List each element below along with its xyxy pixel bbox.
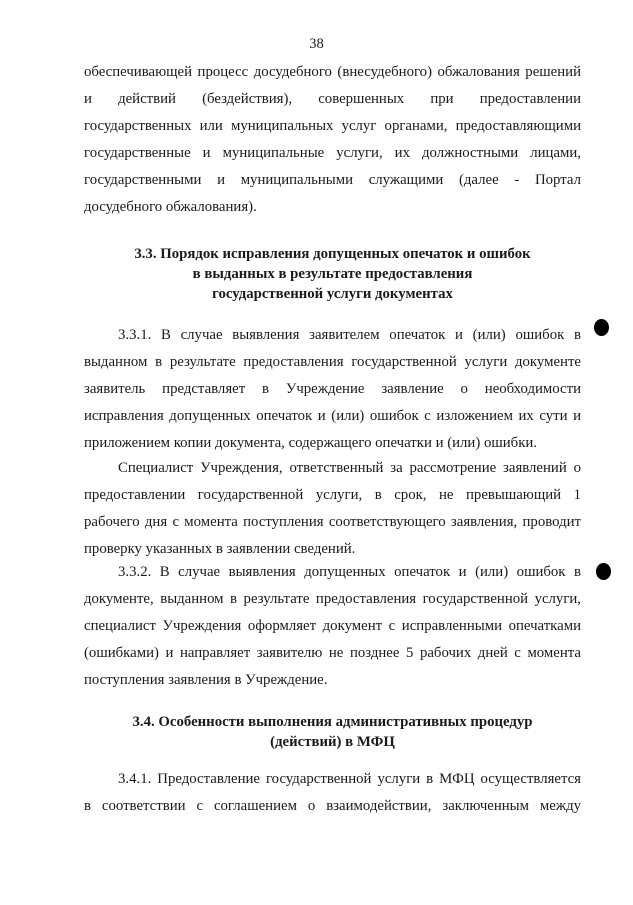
- text-line: исправления допущенных опечаток и (или) ошибок с изложением их сути и: [84, 408, 581, 424]
- heading-line: государственной услуги документах: [212, 286, 453, 302]
- text-line: в соответствии с соглашением о взаимодействии, заключенным между: [84, 798, 581, 814]
- heading-line: в выданных в результате предоставления: [192, 266, 473, 282]
- text-line: предоставлении государственной услуги, в срок, не превышающий 1: [84, 487, 581, 503]
- text-line: и действий (бездействия), совершенных при предоставлении: [84, 91, 581, 107]
- section-heading-3-3: [84, 244, 581, 304]
- punch-hole-mark: [596, 563, 611, 580]
- text-line: 3.3.2. В случае выявления допущенных опечаток и (или) ошибок в: [118, 564, 581, 580]
- paragraph-3-4-1: [84, 766, 581, 820]
- text-line: рабочего дня с момента поступления соответствующего заявления, проводит: [84, 514, 581, 530]
- text-line: специалист Учреждения оформляет документ с исправленными опечатками: [84, 618, 581, 634]
- text-line: Специалист Учреждения, ответственный за рассмотрение заявлений о: [118, 460, 581, 476]
- paragraph-specialist: [84, 455, 581, 563]
- text-line: (ошибками) и направляет заявителю не позднее 5 рабочих дней с момента: [84, 645, 581, 661]
- heading-line: 3.4. Особенности выполнения административных процедур: [132, 714, 533, 730]
- text-line: документе, выданном в результате предоставления государственной услуги,: [84, 591, 581, 607]
- text-line: 3.3.1. В случае выявления заявителем опечаток и (или) ошибок в: [118, 327, 581, 343]
- text-line: обеспечивающей процесс досудебного (внесудебного) обжалования решений: [84, 64, 581, 80]
- punch-hole-mark: [594, 319, 609, 336]
- text-line: досудебного обжалования).: [84, 199, 257, 215]
- text-line: заявитель представляет в Учреждение заявление о необходимости: [84, 381, 581, 397]
- text-line: приложением копии документа, содержащего опечатки и (или) ошибки.: [84, 435, 538, 451]
- text-line: проверку указанных в заявлении сведений.: [84, 541, 356, 557]
- paragraph-3-3-2: [84, 559, 581, 694]
- text-line: выданном в результате предоставления государственной услуги документе: [84, 354, 581, 370]
- heading-line: (действий) в МФЦ: [270, 734, 395, 750]
- text-line: государственных или муниципальных услуг органами, предоставляющими: [84, 118, 581, 134]
- text-line: 3.4.1. Предоставление государственной услуги в МФЦ осуществляется: [118, 771, 581, 787]
- paragraph-3-3-1: [84, 322, 581, 457]
- text-line: государственные и муниципальные услуги, их должностными лицами,: [84, 145, 581, 161]
- text-line: государственными и муниципальными служащими (далее - Портал: [84, 172, 581, 188]
- heading-line: 3.3. Порядок исправления допущенных опечаток и ошибок: [134, 246, 531, 262]
- section-heading-3-4: [84, 712, 581, 752]
- text-line: поступления заявления в Учреждение.: [84, 672, 328, 688]
- paragraph-intro: [84, 59, 581, 221]
- page-number: 38: [309, 36, 324, 52]
